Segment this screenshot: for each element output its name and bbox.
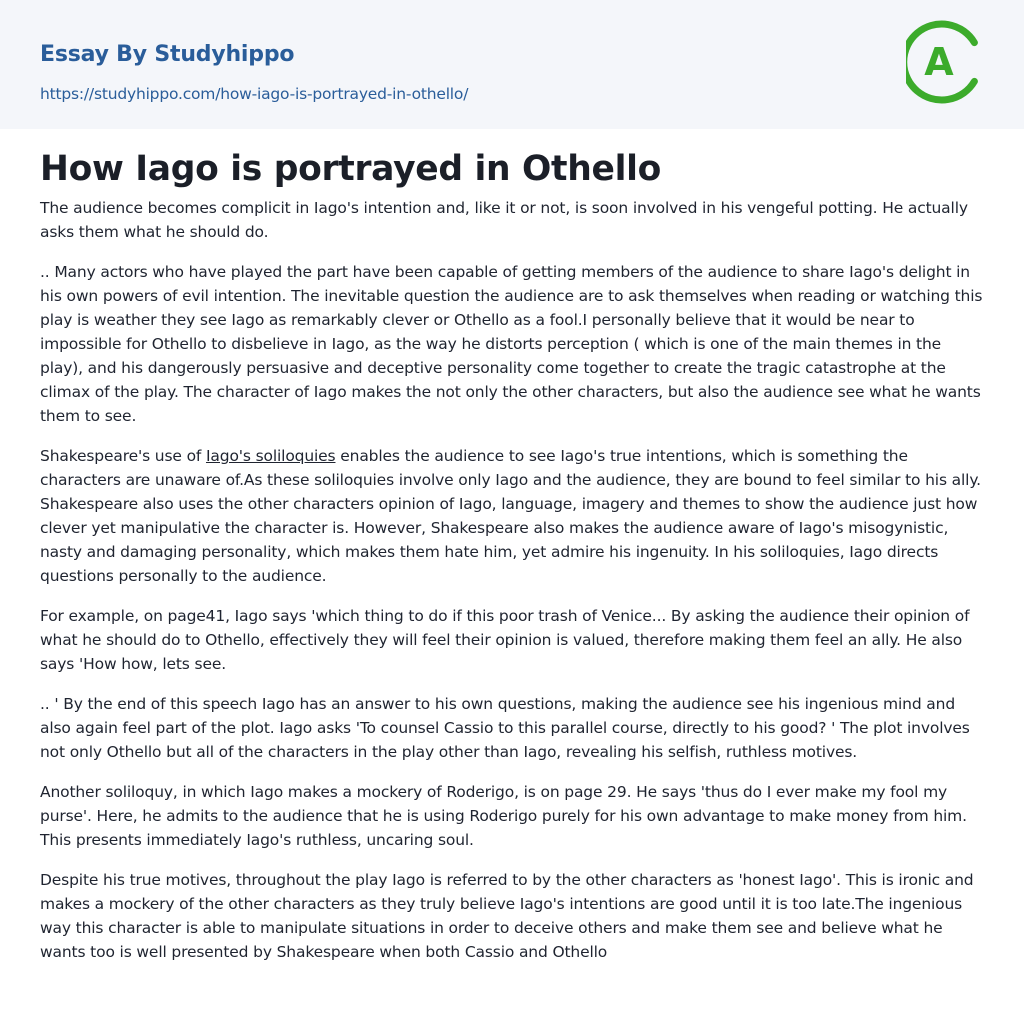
logo-letter: A (924, 40, 954, 84)
site-header (0, 0, 1024, 129)
paragraph-3 (40, 444, 986, 588)
studyhippo-logo-icon[interactable] (906, 20, 990, 104)
paragraph-2: .. Many actors who have played the part have been capable of getting members of the audience to share Iago's delight in his own powers of evil intention. The inevitable question the audience are to ask themselves when reading or watching this play is weather they see Iago as remarkably clever or Othello as a fool.I personally believe that it would be near to impossible for Othello to disbelieve in Iago, as the way he distorts perception ( which is one of the main themes in the play), and his dangerously persuasive and deceptive personality come together to create the tragic catastrophe at the climax of the play. The character of Iago makes the not only the other characters, but also the audience see what he wants them to see. (40, 263, 983, 425)
paragraph-1: The audience becomes complicit in Iago's intention and, like it or not, is soon involved in his vengeful potting. He actually asks them what he should do. (40, 199, 968, 241)
brand-title[interactable]: Essay By Studyhippo (40, 42, 295, 67)
paragraph-3-before: Shakespeare's use of (40, 447, 206, 465)
paragraph-4: For example, on page41, Iago says 'which thing to do if this poor trash of Venice... By asking the audience their opinion of what he should do to Othello, effectively they will feel their opinion is valued, therefore making them feel an ally. He also says 'How how, lets see. (40, 607, 970, 673)
paragraph-5: .. ' By the end of this speech Iago has an answer to his own questions, making the audience see his ingenious mind and also again feel part of the plot. Iago asks 'To counsel Cassio to this parallel course, directly to his good? ' The plot involves not only Othello but all of the characters in the play other than Iago, revealing his selfish, ruthless motives. (40, 695, 970, 761)
article-title: How Iago is portrayed in Othello (40, 149, 662, 189)
soliloquies-link[interactable]: Iago's soliloquies (205, 447, 336, 465)
paragraph-7: Despite his true motives, throughout the play Iago is referred to by the other characters as 'honest Iago'. This is ironic and makes a mockery of the other characters as they truly believe Iago's intentions are good until it is too late.The ingenious way this character is able to manipulate situations in order to deceive others and make them see and believe what he wants too is well presented by Shakespeare when both Cassio and Othello (40, 871, 974, 961)
paragraph-3-after: enables the audience to see Iago's true intentions, which is something the characters are unaware of.As these soliloquies involve only Iago and the audience, they are bound to feel similar to his ally. Shakespeare also uses the other characters opinion of Iago, language, imagery and themes to show the audience just how clever yet manipulative the character is. However, Shakespeare also makes the audience aware of Iago's misogynistic, nasty and damaging personality, which makes them hate him, yet admire his ingenuity. In his soliloquies, Iago directs questions personally to the audience. (40, 447, 981, 585)
source-url-link[interactable]: https://studyhippo.com/how-iago-is-portrayed-in-othello/ (40, 85, 469, 103)
paragraph-6: Another soliloquy, in which Iago makes a mockery of Roderigo, is on page 29. He says 'thus do I ever make my fool my purse'. Here, he admits to the audience that he is using Roderigo purely for his own advantage to make money from him. This presents immediately Iago's ruthless, uncaring soul. (40, 783, 967, 849)
article (0, 129, 1024, 964)
